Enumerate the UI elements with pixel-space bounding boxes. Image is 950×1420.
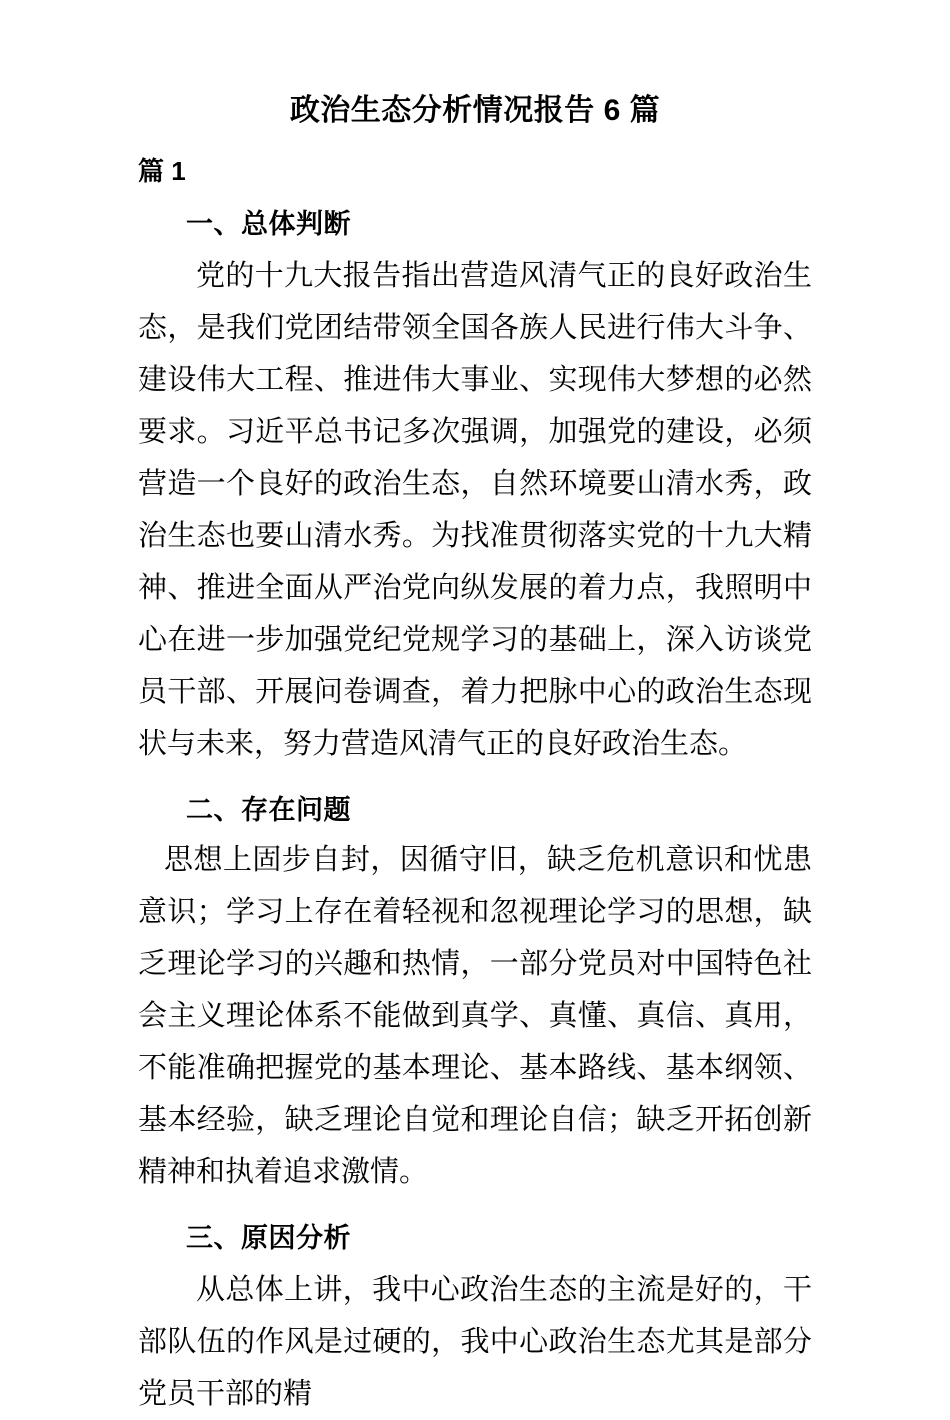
page-title: 政治生态分析情况报告 6 篇: [289, 94, 661, 127]
section-heading-2: 二、存在问题: [186, 795, 351, 825]
section-paragraph-3: 从总体上讲，我中心政治生态的主流是好的，干部队伍的作风是过硬的，我中心政治生态尤其是部分党员干部的精: [138, 1274, 812, 1410]
article-label: 篇 1: [138, 156, 186, 186]
section-heading-1: 一、总体判断: [186, 209, 351, 239]
section-paragraph-2: 思想上固步自封，因循守旧，缺乏危机意识和忧患意识；学习上存在着轻视和忽视理论学习的思想，缺乏理论学习的兴趣和热情，一部分党员对中国特色社会主义理论体系不能做到真学、真懂、真信、真用，不能准确把握党的基本理论、基本路线、基本纲领、基本经验，缺乏理论自觉和理论自信；缺乏开拓创新精神和执着追求激情。: [138, 844, 812, 1188]
section-heading-3: 三、原因分析: [186, 1223, 351, 1253]
section-paragraph-1: 党的十九大报告指出营造风清气正的良好政治生态，是我们党团结带领全国各族人民进行伟大斗争、建设伟大工程、推进伟大事业、实现伟大梦想的必然要求。习近平总书记多次强调，加强党的建设，必须营造一个良好的政治生态，自然环境要山清水秀，政治生态也要山清水秀。为找准贯彻落实党的十九大精神、推进全面从严治党向纵发展的着力点，我照明中心在进一步加强党纪党规学习的基础上，深入访谈党员干部、开展问卷调查，着力把脉中心的政治生态现状与未来，努力营造风清气正的良好政治生态。: [138, 260, 812, 760]
